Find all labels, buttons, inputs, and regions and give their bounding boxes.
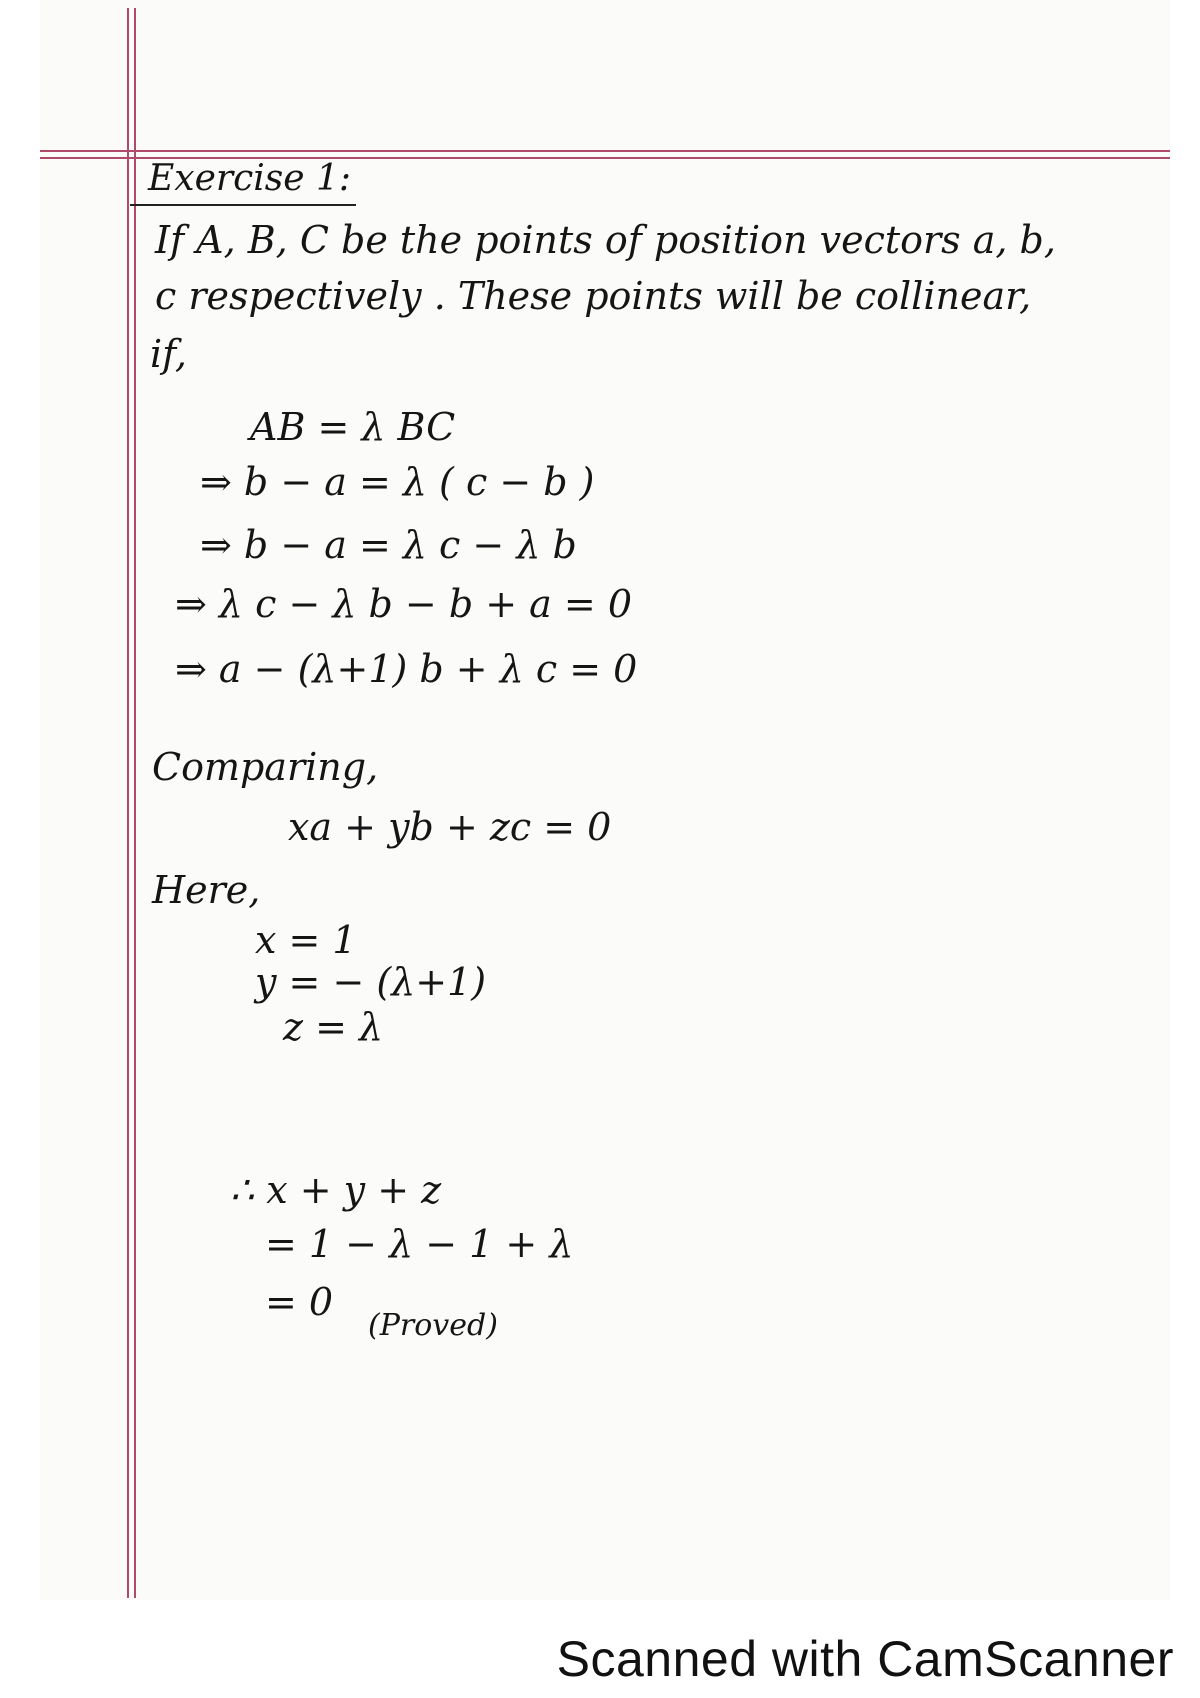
margin-line-left-2 — [134, 8, 136, 1598]
intro-line-1: If A, B, C be the points of position vectors a, b, — [155, 218, 1056, 262]
here-label: Here, — [152, 868, 261, 912]
step-3: ⇒ b − a = λ c − λ b — [200, 523, 577, 567]
comparing-label: Comparing, — [152, 745, 379, 789]
conclusion-line-2: = 1 − λ − 1 + λ — [265, 1222, 574, 1266]
camscanner-watermark: Scanned with CamScanner — [556, 1631, 1174, 1687]
step-1: AB = λ BC — [250, 405, 456, 449]
title-underline — [130, 204, 356, 206]
here-x: x = 1 — [255, 918, 357, 962]
conclusion-line-3: = 0 — [265, 1280, 334, 1324]
exercise-title: Exercise 1: — [148, 158, 352, 199]
here-y: y = − (λ+1) — [255, 960, 487, 1004]
margin-line-top-1 — [40, 150, 1170, 152]
step-2: ⇒ b − a = λ ( c − b ) — [200, 460, 595, 504]
comparing-equation: xa + yb + zc = 0 — [288, 805, 612, 849]
margin-line-left-1 — [127, 8, 129, 1598]
proved-label: (Proved) — [368, 1308, 498, 1343]
here-z: z = λ — [283, 1005, 384, 1049]
step-5: ⇒ a − (λ+1) b + λ c = 0 — [175, 647, 638, 691]
intro-line-3: if, — [150, 332, 187, 376]
intro-line-2: c respectively . These points will be collinear, — [155, 274, 1032, 318]
step-4: ⇒ λ c − λ b − b + a = 0 — [175, 582, 633, 626]
conclusion-line-1: ∴ x + y + z — [230, 1168, 442, 1212]
